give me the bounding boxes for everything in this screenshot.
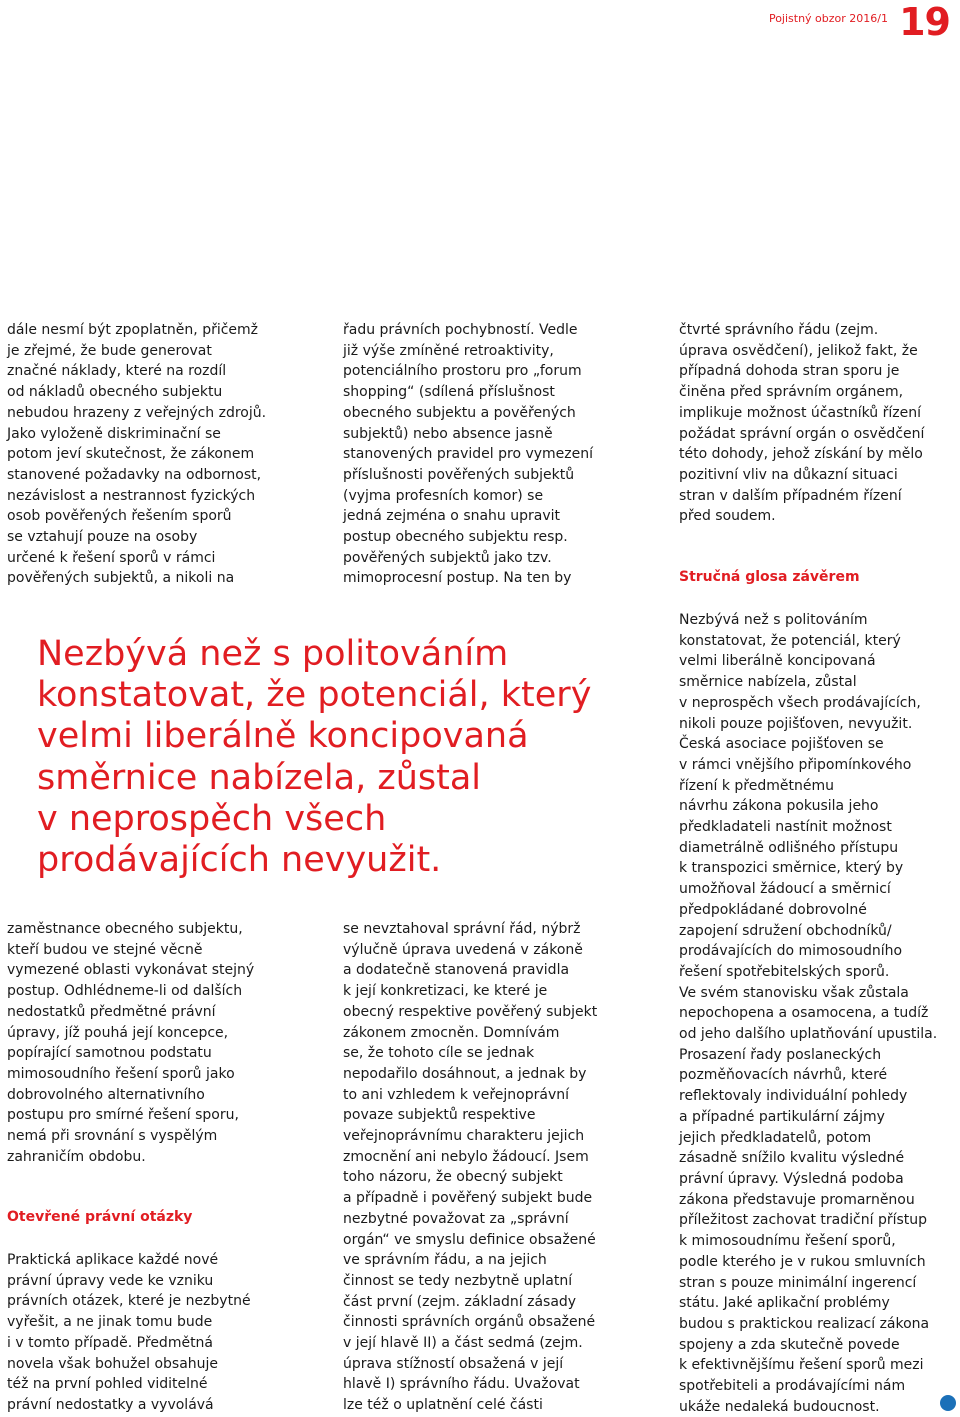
end-dot-icon bbox=[940, 1395, 956, 1411]
column-2-bottom-text: se nevztahoval správní řád, nýbrž výlučně úprava uvedená v zákoně a dodatečně stanovená pravidla k její konkretizaci, ke které je obecný respektive pověřený subjekt zákonem zmocněn. Domnívám se, že tohoto cíle se jednak nepodařilo dosáhnout, a jednak by to ani vzhledem k veřejnoprávní povaze subjektů respektive veřejnoprávnímu charakteru jejich zmocnění ani nebylo žádoucí. Jsem toho názoru, že obecný subjekt a případně i pověřený subjekt bude nezbytné považovat za „správní orgán“ ve smyslu definice obsažené ve správním řádu, a na jejich činnost se tedy nezbytně uplatní část první (zejm. základní zásady činnosti správních orgánů obsažené v její hlavě II) a část sedmá (zejm. úprava stížností obsažená v její hlavě I) správního řádu. Uvažovat lze též o uplatnění celé části bbox=[343, 921, 598, 1414]
section-heading-open-questions: Otevřené právní otázky bbox=[7, 1209, 193, 1225]
column-2-top-text: řadu právních pochybností. Vedle již výše zmíněné retroaktivity, potenciálního prostoru pro „forum shopping“ (sdílená příslušnost obecného subjektu a pověřených subjektů) nebo absence jasně stanovených pravidel pro vymezení příslušnosti pověřených subjektů (vyjma profesních komor) se jedná zejména o snahu upravit postup obecného subjektu resp. pověřených subjektů jako tzv. mimoprocesní postup. Na ten by bbox=[343, 322, 594, 587]
column-1-after-heading-text: Praktická aplikace každé nové právní úpravy vede ke vzniku právních otázek, které je nezbytné vyřešit, a ne jinak tomu bude i v tomto případě. Předmětná novela však bohužel obsahuje též na první pohled viditelné právní nedostatky a vyvolává bbox=[7, 1252, 251, 1413]
section-heading-conclusion: Stručná glosa závěrem bbox=[679, 569, 860, 585]
column-3-top-text: čtvrté správního řádu (zejm. úprava osvědčení), jelikož fakt, že případná dohoda stran sporu je činěna před správním orgánem, implikuje možnost účastníků řízení požádat správní orgán o osvědčení této dohody, jehož získání by mělo pozitivní vliv na důkazní situaci stran v dalším případném řízení před soudem. bbox=[679, 322, 925, 525]
page-number: 19 bbox=[899, 0, 950, 44]
column-1-bottom-text: zaměstnance obecného subjektu, kteří budou ve stejné věcně vymezené oblasti vykonávat stejný postup. Odhlédneme-li od dalších nedostatků předmětné právní úpravy, jíž pouhá její koncepce, popírající samotnou podstatu mimosoudního řešení sporů jako dobrovolného alternativního postupu pro smírné řešení sporu, nemá při srovnání s vyspělým zahraničím obdobu. bbox=[7, 921, 255, 1165]
journal-title: Pojistný obzor 2016/1 bbox=[768, 12, 888, 25]
column-3-bottom-text: Nezbývá než s politováním konstatovat, že potenciál, který velmi liberálně koncipovaná směrnice nabízela, zůstal v neprospěch všech prodávajících, nikoli pouze pojišťoven, nevyužit. Česká asociace pojišťoven se v rámci vnějšího připomínkového řízení k předmětnému návrhu zákona pokusila jeho předkladateli nastínit možnost diametrálně odlišného přístupu k transpozici směrnice, který by umožňoval žádoucí a směrnicí předpokládané dobrovolné zapojení sdružení obchodníků/ prodávajících do mimosoudního řešení spotřebitelských sporů. Ve svém stanovisku však zůstala nepochopena a osamocena, a tudíž od jeho dalšího uplatňování upustila. Prosazení řady poslaneckých pozměňovacích návrhů, které reflektovaly individuální pohledy a případné partikulární zájmy jejich předkladatelů, potom zásadně snížilo kvalitu výsledné právní úpravy. Výsledná podoba zákona představuje promarněnou příležitost zachovat tradiční přístup k mimosoudnímu řešení sporů, podle kterého je v rukou smluvních stran s pouze minimální ingerencí státu. Jaké aplikační problémy budou s praktickou realizací zákona spojeny a zda skutečně povede k efektivnějšímu řešení sporů mezi spotřebiteli a prodávajícími nám ukáže nedaleká budoucnost. bbox=[679, 612, 938, 1415]
column-1-top-text: dále nesmí být zpoplatněn, přičemž je zřejmé, že bude generovat značné náklady, které na rozdíl od nákladů obecného subjektu nebudou hrazeny z veřejných zdrojů. Jako vyloženě diskriminační se potom jeví skutečnost, že zákonem stanovené požadavky na odbornost, nezávislost a nestrannost fyzických osob pověřených řešením sporů se vztahují pouze na osoby určené k řešení sporů v rámci pověřených subjektů, a nikoli na bbox=[7, 322, 267, 587]
pull-quote: Nezbývá než s politováním konstatovat, že potenciál, který velmi liberálně koncipovaná směrnice nabízela, zůstal v neprospěch všech prodávajících nevyužit. bbox=[37, 634, 592, 881]
